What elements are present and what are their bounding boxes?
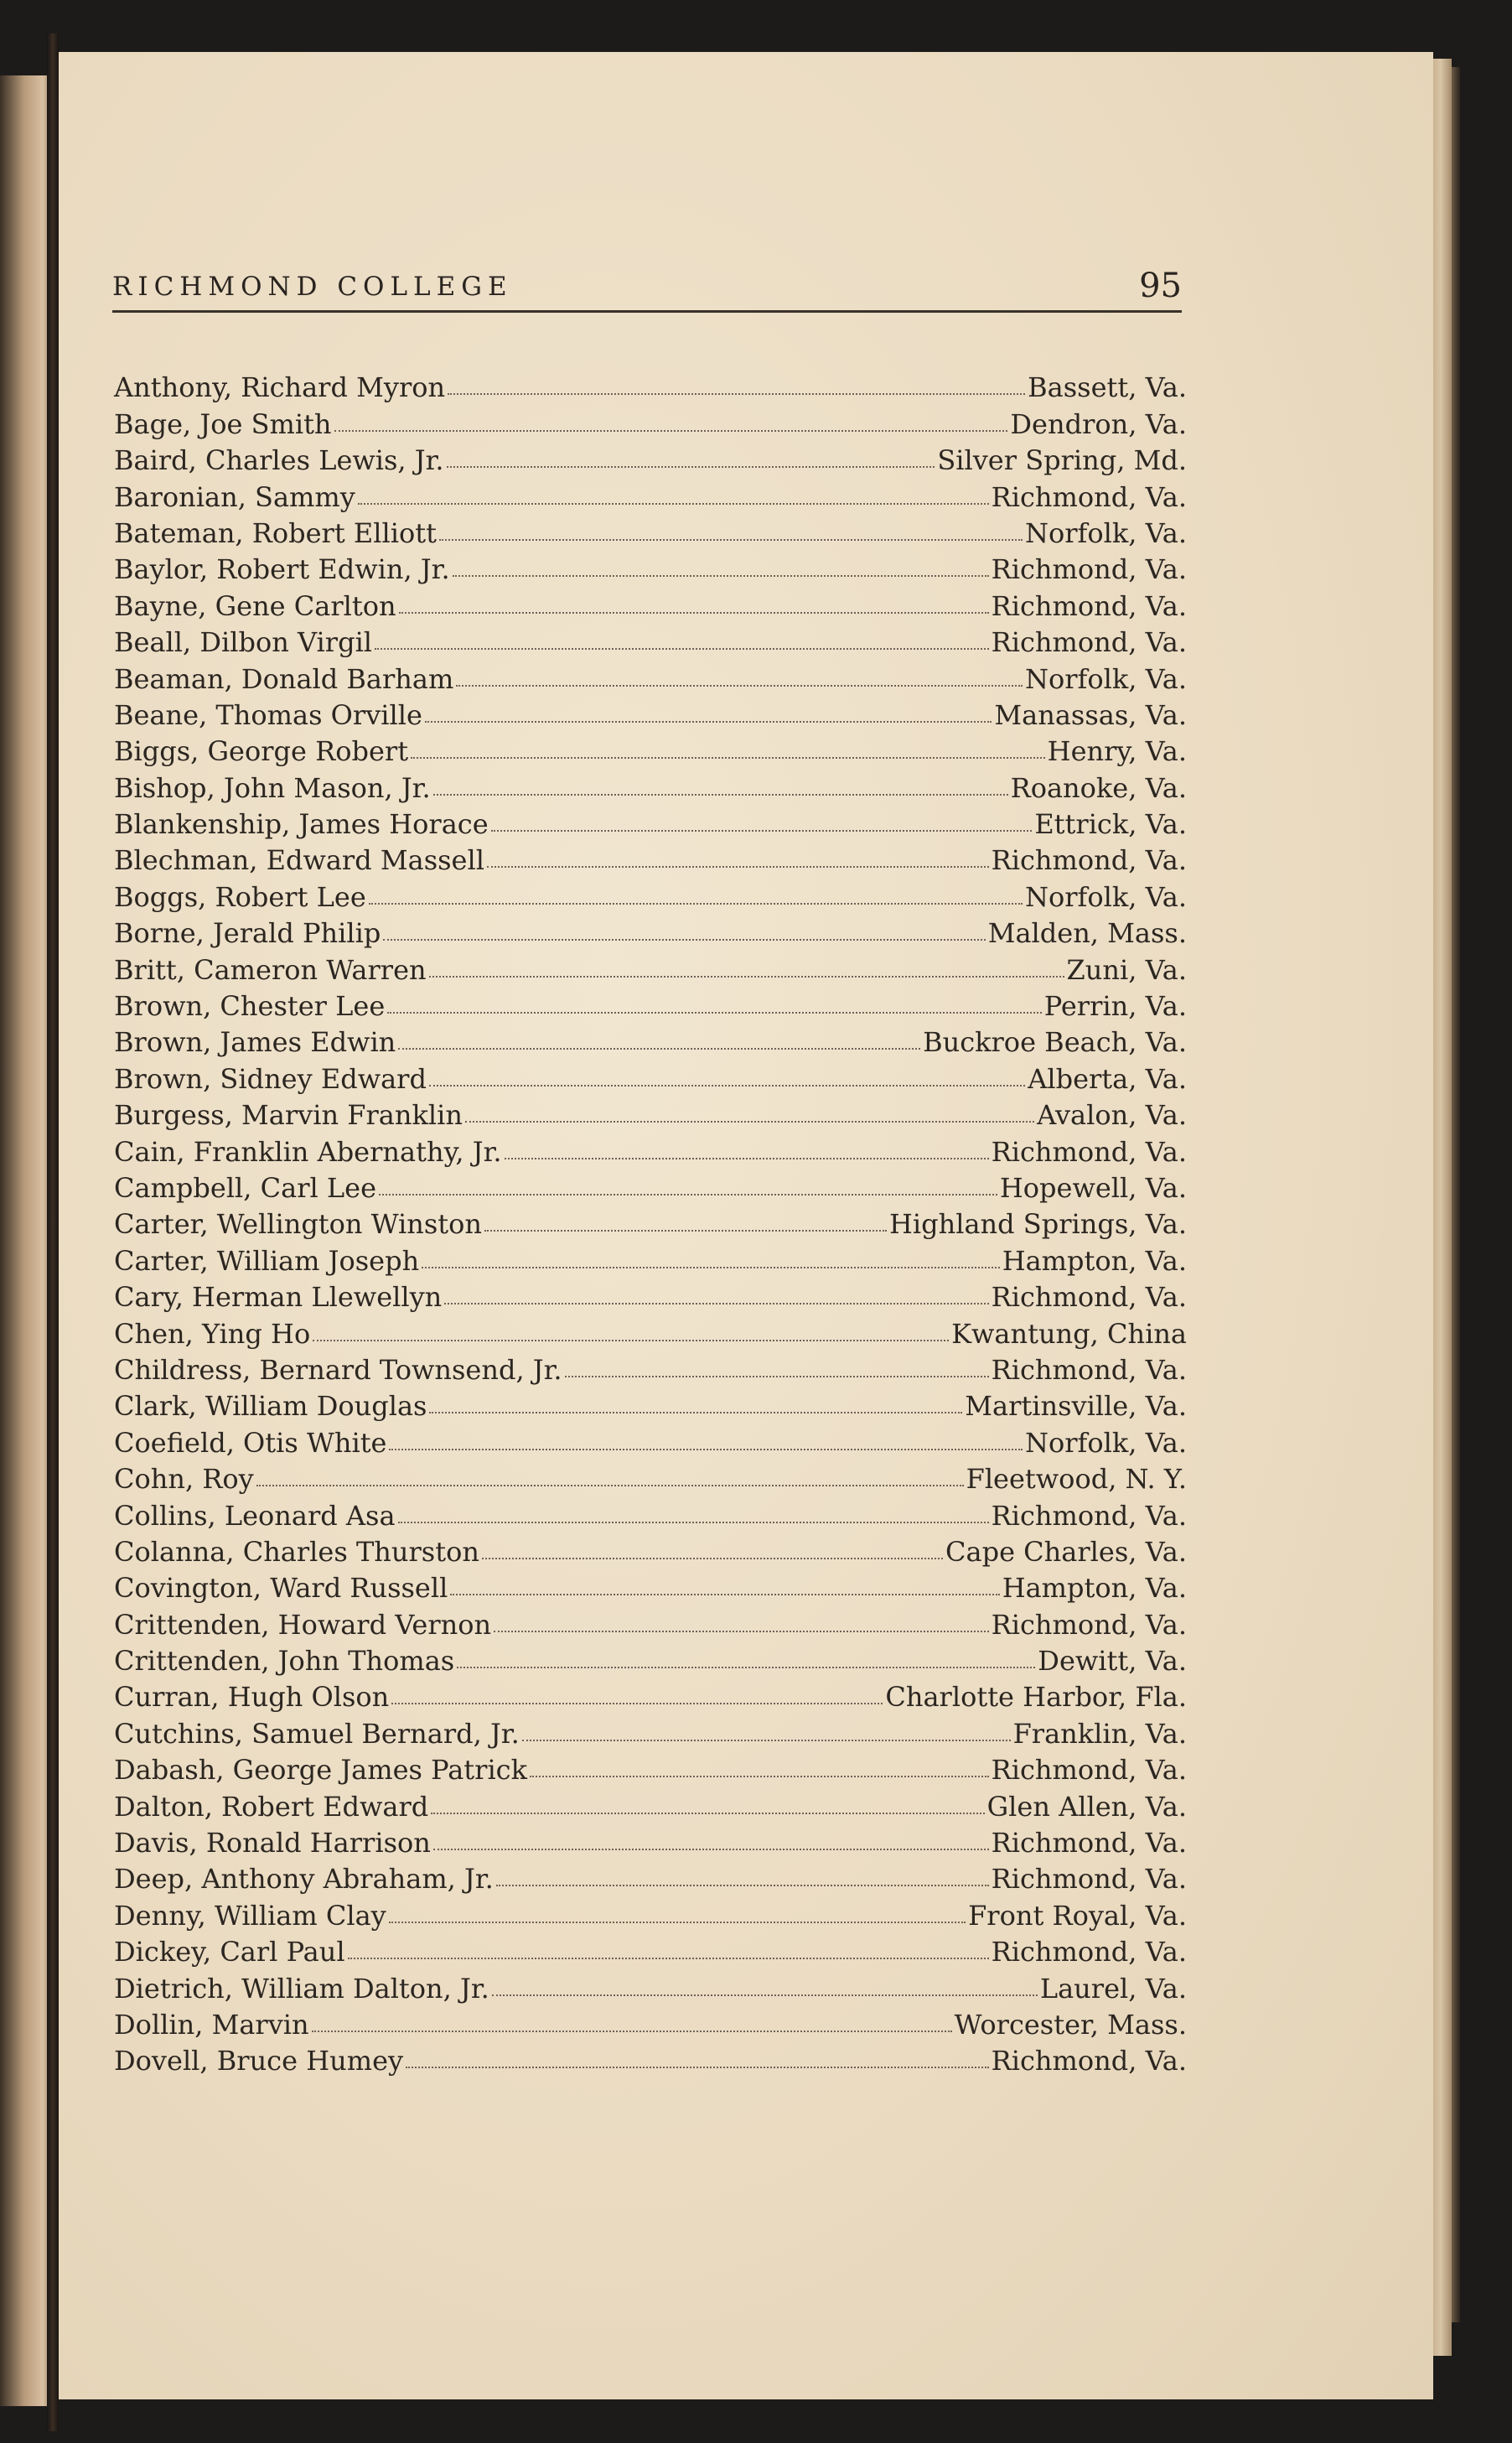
dot-leader (433, 1849, 989, 1850)
hometown: Hampton, Va. (1002, 1244, 1187, 1277)
hometown: Perrin, Va. (1043, 990, 1187, 1023)
hometown: Hopewell, Va. (999, 1171, 1187, 1204)
student-name: Beaman, Donald Barham (114, 662, 454, 695)
student-name: Bayne, Gene Carlton (114, 589, 396, 622)
student-name: Davis, Ronald Harrison (114, 1827, 431, 1859)
dot-leader (387, 1012, 1042, 1014)
hometown: Glen Allen, Va. (986, 1790, 1187, 1823)
dot-leader (411, 757, 1045, 759)
page-header (112, 262, 1182, 312)
dot-leader (457, 1667, 1035, 1668)
roster-entry (114, 1494, 1187, 1530)
student-name: Crittenden, John Thomas (114, 1645, 455, 1678)
dot-leader (448, 393, 1025, 395)
student-name: Beane, Thomas Orville (114, 698, 422, 731)
roster-entry (114, 1712, 1187, 1748)
dot-leader (425, 721, 992, 723)
dot-leader (334, 430, 1008, 432)
hometown: Zuni, Va. (1066, 953, 1187, 986)
dot-leader (492, 1994, 1038, 1996)
roster-entry (114, 1130, 1187, 1166)
dot-leader (494, 1631, 989, 1632)
student-name: Dickey, Carl Paul (114, 1936, 345, 1968)
dot-leader (447, 466, 935, 468)
student-name: Cutchins, Samuel Bernard, Jr. (114, 1717, 520, 1750)
student-name: Dietrich, William Dalton, Jr. (114, 1972, 489, 2005)
student-name: Brown, James Edwin (114, 1026, 396, 1059)
student-name: Colanna, Charles Thurston (114, 1535, 479, 1568)
dot-leader (522, 1740, 1011, 1741)
roster-entry (114, 1785, 1187, 1821)
dot-leader (399, 612, 989, 614)
roster-entry (114, 875, 1187, 911)
dot-leader (444, 1303, 988, 1304)
dot-leader (313, 1340, 949, 1341)
roster-entry (114, 1349, 1187, 1385)
hometown: Richmond, Va. (991, 1863, 1187, 1896)
student-name: Britt, Cameron Warren (114, 953, 427, 986)
roster-entry (114, 1094, 1187, 1130)
roster-entry (114, 985, 1187, 1021)
student-name: Borne, Jerald Philip (114, 917, 381, 950)
student-name: Bage, Joe Smith (114, 407, 332, 440)
hometown: Richmond, Va. (991, 1281, 1187, 1314)
roster-entry (114, 694, 1187, 730)
dot-leader (496, 1885, 989, 1886)
hometown: Franklin, Va. (1012, 1717, 1187, 1750)
dot-leader (465, 1121, 1034, 1123)
student-name: Coefield, Otis White (114, 1426, 387, 1459)
roster-entry (114, 657, 1187, 693)
student-name: Baylor, Robert Edwin, Jr. (114, 553, 450, 586)
dot-leader (429, 976, 1064, 978)
student-name: Anthony, Richard Myron (114, 371, 446, 404)
page-stack-edge (1433, 59, 1452, 2356)
student-name: Carter, Wellington Winston (114, 1208, 483, 1241)
roster-entry (114, 948, 1187, 984)
facing-page-edge (0, 75, 54, 2406)
dot-leader (429, 1085, 1025, 1087)
dot-leader (431, 1813, 984, 1814)
hometown: Norfolk, Va. (1024, 662, 1187, 695)
roster-entry (114, 803, 1187, 839)
dot-leader (312, 2031, 952, 2032)
roster-entry (114, 1822, 1187, 1858)
hometown: Richmond, Va. (991, 589, 1187, 622)
dot-leader (379, 1194, 997, 1196)
hometown: Richmond, Va. (991, 1754, 1187, 1787)
hometown: Malden, Mass. (987, 917, 1187, 950)
student-roster (114, 366, 1187, 2076)
student-name: Beall, Dilbon Virgil (114, 626, 373, 659)
student-name: Curran, Hugh Olson (114, 1681, 390, 1714)
roster-entry (114, 1567, 1187, 1603)
student-name: Dalton, Robert Edward (114, 1790, 429, 1823)
header-rule (112, 310, 1182, 313)
student-name: Cain, Franklin Abernathy, Jr. (114, 1135, 502, 1168)
roster-entry (114, 475, 1187, 511)
roster-entry (114, 548, 1187, 584)
hometown: Silver Spring, Md. (937, 444, 1187, 477)
roster-entry (114, 912, 1187, 948)
roster-entry (114, 1967, 1187, 2003)
roster-entry (114, 1021, 1187, 1057)
student-name: Carter, William Joseph (114, 1244, 420, 1277)
hometown: Richmond, Va. (991, 1827, 1187, 1859)
roster-entry (114, 1239, 1187, 1275)
dot-leader (429, 1412, 962, 1413)
roster-entry (114, 1676, 1187, 1712)
hometown: Bassett, Va. (1028, 371, 1187, 404)
roster-entry (114, 366, 1187, 402)
hometown: Highland Springs, Va. (888, 1208, 1187, 1241)
roster-entry (114, 1531, 1187, 1567)
dot-leader (422, 1267, 1000, 1268)
student-name: Boggs, Robert Lee (114, 880, 366, 913)
dot-leader (565, 1376, 989, 1377)
dot-leader (358, 503, 989, 505)
dot-leader (389, 1922, 966, 1923)
dot-leader (433, 794, 1008, 796)
roster-entry (114, 402, 1187, 438)
student-name: Burgess, Marvin Franklin (114, 1099, 463, 1132)
hometown: Norfolk, Va. (1024, 880, 1187, 913)
roster-entry (114, 1312, 1187, 1348)
hometown: Ettrick, Va. (1034, 808, 1187, 841)
hometown: Norfolk, Va. (1024, 516, 1187, 549)
page-number: 95 (1139, 267, 1182, 305)
roster-entry (114, 2004, 1187, 2040)
student-name: Crittenden, Howard Vernon (114, 1608, 492, 1641)
dot-leader (453, 575, 989, 577)
dot-leader (505, 1158, 989, 1159)
hometown: Cape Charles, Va. (945, 1535, 1187, 1568)
dot-leader (482, 1558, 943, 1559)
student-name: Baronian, Sammy (114, 480, 355, 513)
student-name: Blechman, Edward Massell (114, 844, 484, 877)
dot-leader (450, 1594, 999, 1595)
student-name: Dabash, George James Patrick (114, 1754, 527, 1787)
dot-leader (389, 1449, 1022, 1450)
hometown: Laurel, Va. (1039, 1972, 1187, 2005)
hometown: Richmond, Va. (991, 1135, 1187, 1168)
hometown: Richmond, Va. (991, 2045, 1187, 2077)
hometown: Fleetwood, N. Y. (966, 1463, 1187, 1496)
hometown: Dendron, Va. (1010, 407, 1187, 440)
hometown: Norfolk, Va. (1024, 1426, 1187, 1459)
roster-entry (114, 1931, 1187, 1967)
student-name: Campbell, Carl Lee (114, 1171, 377, 1204)
hometown: Alberta, Va. (1028, 1062, 1187, 1095)
hometown: Richmond, Va. (991, 844, 1187, 877)
hometown: Buckroe Beach, Va. (923, 1026, 1187, 1059)
student-name: Brown, Chester Lee (114, 990, 386, 1023)
hometown: Richmond, Va. (991, 1608, 1187, 1641)
hometown: Manassas, Va. (994, 698, 1187, 731)
hometown: Dewitt, Va. (1038, 1645, 1187, 1678)
student-name: Bishop, John Mason, Jr. (114, 771, 431, 804)
roster-entry (114, 1057, 1187, 1093)
student-name: Blankenship, James Horace (114, 808, 489, 841)
hometown: Avalon, Va. (1037, 1099, 1187, 1132)
roster-entry (114, 1385, 1187, 1421)
roster-entry (114, 766, 1187, 802)
hometown: Henry, Va. (1047, 735, 1187, 768)
dot-leader (383, 939, 985, 941)
student-name: Deep, Anthony Abraham, Jr. (114, 1863, 494, 1896)
hometown: Richmond, Va. (991, 1499, 1187, 1532)
dot-leader (530, 1776, 989, 1777)
running-head: RICHMOND COLLEGE (112, 272, 513, 302)
dot-leader (391, 1703, 883, 1704)
hometown: Richmond, Va. (991, 480, 1187, 513)
roster-entry (114, 730, 1187, 766)
student-name: Cary, Herman Llewellyn (114, 1281, 443, 1314)
roster-entry (114, 1640, 1187, 1676)
student-name: Baird, Charles Lewis, Jr. (114, 444, 444, 477)
student-name: Cohn, Roy (114, 1463, 254, 1496)
roster-entry (114, 839, 1187, 875)
roster-entry (114, 621, 1187, 657)
roster-entry (114, 439, 1187, 475)
student-name: Chen, Ying Ho (114, 1317, 311, 1350)
roster-entry (114, 512, 1187, 548)
roster-entry (114, 1749, 1187, 1785)
student-name: Collins, Leonard Asa (114, 1499, 396, 1532)
student-name: Denny, William Clay (114, 1899, 386, 1932)
roster-entry (114, 1858, 1187, 1894)
hometown: Front Royal, Va. (968, 1899, 1187, 1932)
dot-leader (406, 2067, 989, 2068)
dot-leader (398, 1048, 920, 1050)
book-gutter (47, 34, 59, 2431)
hometown: Richmond, Va. (991, 1936, 1187, 1968)
dot-leader (348, 1958, 989, 1959)
dot-leader (439, 539, 1023, 541)
roster-entry (114, 1167, 1187, 1203)
student-name: Dovell, Bruce Humey (114, 2045, 404, 2077)
student-name: Brown, Sidney Edward (114, 1062, 427, 1095)
dot-leader (398, 1522, 989, 1523)
student-name: Childress, Bernard Townsend, Jr. (114, 1353, 562, 1386)
hometown: Richmond, Va. (991, 1353, 1187, 1386)
dot-leader (484, 1230, 887, 1232)
hometown: Martinsville, Va. (965, 1390, 1187, 1423)
student-name: Biggs, George Robert (114, 735, 409, 768)
cover-edge (1452, 67, 1460, 2322)
roster-entry (114, 1458, 1187, 1494)
dot-leader (487, 866, 989, 868)
hometown: Richmond, Va. (991, 626, 1187, 659)
hometown: Hampton, Va. (1002, 1572, 1187, 1605)
dot-leader (375, 648, 989, 650)
roster-entry (114, 1894, 1187, 1930)
hometown: Kwantung, China (951, 1317, 1187, 1350)
dot-leader (256, 1485, 964, 1486)
hometown: Charlotte Harbor, Fla. (885, 1681, 1187, 1714)
roster-entry (114, 1603, 1187, 1639)
roster-entry (114, 1276, 1187, 1312)
student-name: Dollin, Marvin (114, 2008, 309, 2041)
hometown: Roanoke, Va. (1010, 771, 1187, 804)
dot-leader (491, 830, 1033, 832)
roster-entry (114, 1421, 1187, 1457)
roster-entry (114, 1203, 1187, 1239)
student-name: Bateman, Robert Elliott (114, 516, 437, 549)
dot-leader (369, 903, 1023, 905)
roster-entry (114, 2040, 1187, 2076)
hometown: Richmond, Va. (991, 553, 1187, 586)
student-name: Clark, William Douglas (114, 1390, 427, 1423)
dot-leader (456, 685, 1023, 687)
student-name: Covington, Ward Russell (114, 1572, 448, 1605)
hometown: Worcester, Mass. (954, 2008, 1187, 2041)
roster-entry (114, 584, 1187, 620)
